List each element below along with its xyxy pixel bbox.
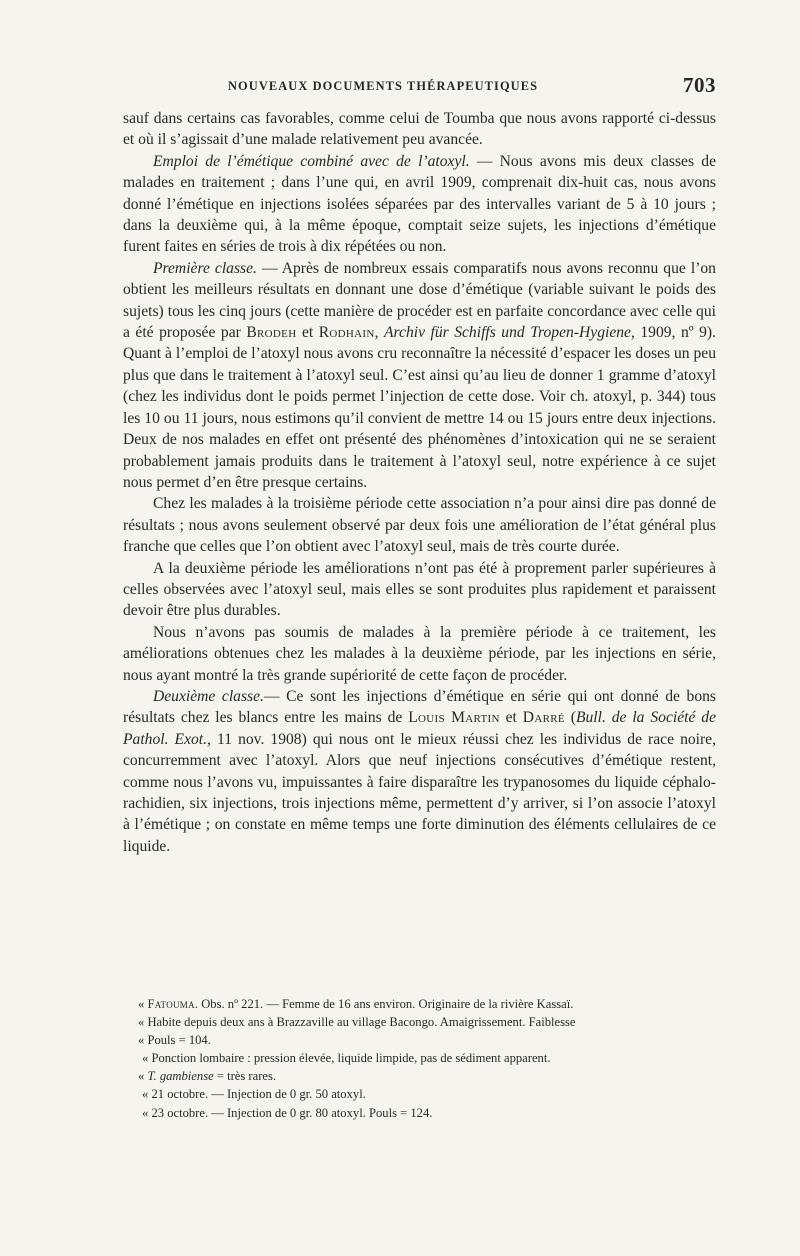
paragraph-3-text-b: et: [296, 324, 319, 342]
paragraph-3-text-a: — Après de nombreux essais comparatifs nous avons reconnu que l’on obtient les meilleurs résultats en donnant une dose d’émétique (variable suivant le poids des sujets) tous les cinq jours (cette manière de procéder est en parfaite concordance avec celle qui a été proposée par: [123, 259, 716, 342]
paragraph-3-text-d: , 1909, nº 9). Quant à l’emploi de l’atoxyl nous avons cru reconnaître la nécessité d’espacer les doses un peu plus que dans le traitement à l’atoxyl seul. C’est ainsi qu’au lieu de donner 1 gramme d’atoxyl (chez les individus dont le poids permet l’injection de cette dose. Voir ch. atoxyl, p. 344) tous les 10 ou 11 jours, nous estimons qu’il convient de mettre 14 ou 15 jours entre deux injections. Deux de nos malades en effet ont présenté des phénomènes d’intoxication qui ne se seraient probablement jamais produits dans le traitement à l’atoxyl seul, notre expérience à ce sujet nous permet d’en être presque certains.: [123, 324, 716, 491]
page-header: [120, 73, 716, 100]
paragraph-2: [123, 151, 716, 258]
case-note-5-text: = très rares.: [213, 1069, 277, 1084]
paragraph-7-text-c: (: [564, 709, 576, 727]
journal-archiv: Archiv für Schiffs und Tropen-Hygiene: [384, 324, 631, 342]
paragraph-1: [123, 108, 716, 151]
main-text: [123, 108, 716, 857]
case-note-6: « 21 octobre. — Injection de 0 gr. 50 atoxyl.: [142, 1087, 366, 1102]
case-note-1-text: . Obs. nº 221. — Femme de 16 ans environ. Originaire de la rivière Kassaï.: [194, 997, 574, 1011]
author-rodhain: Rodhain: [318, 324, 375, 342]
paragraph-7-text-b: et: [499, 709, 523, 727]
paragraph-3-text-c: ,: [374, 324, 385, 342]
section-heading-premiere-classe: Première classe.: [153, 259, 257, 277]
paragraph-3: [123, 258, 716, 493]
paragraph-6: [123, 622, 716, 686]
paragraph-7-text-d: , 11 nov. 1908) qui nous ont le mieux réussi chez les individus de race noire, concurremment avec l’atoxyl. Alors que neuf injections consécutives d’émétique restent, comme nous l’avons vu, impuissantes à faire disparaître les trypanosomes du liquide céphalo-rachidien, six injections, trois injections même, permettent d’y arriver, si l’on associe l’atoxyl à l’émétique ; on constate en même temps une forte diminution des éléments cellulaires de ce liquide.: [123, 730, 717, 855]
paragraph-5: [123, 558, 716, 622]
case-note-7: « 23 octobre. — Injection de 0 gr. 80 atoxyl. Pouls = 124.: [142, 1105, 433, 1120]
case-note-1: « Fatouma. Obs. nº 221. — Femme de 16 ans environ. Originaire de la rivière Kassaï.: [138, 997, 574, 1011]
paragraph-4-text: Chez les malades à la troisième période cette association n’a pour ainsi dire pas donné de résultats ; nous avons seulement observé par deux fois une amélioration de l’état général plus franche que celles que l’on obtient avec l’atoxyl seul, mais de très courte durée.: [123, 495, 716, 556]
case-notes: [138, 995, 716, 1122]
section-heading-emploi: Emploi de l’émétique combiné avec de l’atoxyl.: [153, 152, 470, 170]
page-number: 703: [683, 73, 716, 97]
journal-bulletin: Bull. de la Société de Pathol. Exot.: [123, 709, 716, 748]
paragraph-4: [123, 493, 716, 557]
paragraph-6-text: Nous n’avons pas soumis de malades à la première période à ce traitement, les améliorations obtenues chez les malades à la deuxième période, par les injections en série, nous ayant montré la très grande supériorité de cette façon de procéder.: [123, 623, 716, 684]
paragraph-7-text-a: — Ce sont les injections d’émétique en série qui ont donné de bons résultats chez les blancs entre les mains de: [123, 687, 716, 727]
author-broden: Brodeн: [246, 324, 297, 342]
paragraph-1-text: sauf dans certains cas favorables, comme celui de Toumba que nous avons rapporté ci-dessus et où il s’agissait d’une malade relativement peu avancée.: [123, 110, 716, 149]
case-note-3: « Pouls = 104.: [138, 1033, 211, 1048]
section-heading-deuxieme-classe: Deuxième classe.: [153, 687, 264, 705]
patient-name: Fatouma: [147, 997, 195, 1011]
paragraph-7: [123, 686, 716, 857]
case-note-4: « Ponction lombaire : pression élevée, liquide limpide, pas de sédiment apparent.: [142, 1051, 551, 1066]
paragraph-2-text: — Nous avons mis deux classes de malades en traitement ; dans l’une qui, en avril 1909, comprenait dix-huit cas, nous avons donné l’émétique en injections isolées séparées par des intervalles variant de 5 à 10 jours ; dans la deuxième qui, à la même époque, comptait seize sujets, les injections d’émétique furent faites en séries de trois à dix répétées ou non.: [123, 152, 716, 256]
author-darre: Darré: [522, 709, 565, 727]
paragraph-5-text: A la deuxième période les améliorations n’ont pas été à proprement parler supérieures à celles observées avec l’atoxyl seul, mais elles se sont produites plus rapidement et paraissent devoir être plus durables.: [123, 559, 716, 620]
case-note-5: « T. gambiense = très rares.: [138, 1069, 277, 1084]
species-name: T. gambiense: [147, 1069, 214, 1084]
case-note-2: « Habite depuis deux ans à Brazzaville au village Bacongo. Amaigrissement. Faiblesse: [138, 1015, 576, 1030]
author-louis-martin: Louis Martin: [408, 709, 500, 727]
running-title: NOUVEAUX DOCUMENTS THÉRAPEUTIQUES: [228, 79, 539, 93]
